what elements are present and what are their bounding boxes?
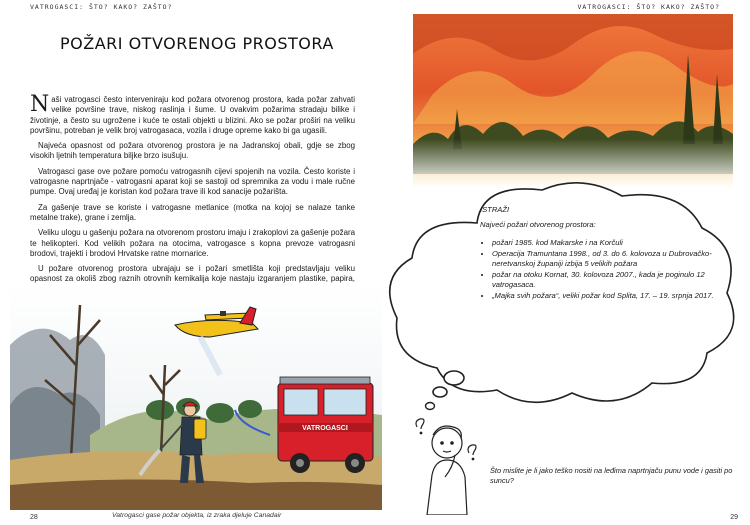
running-header-left: VATROGASCI: ŠTO? KAKO? ZAŠTO?: [30, 3, 173, 11]
explore-subtitle: Najveći požari otvorenog prostora:: [480, 220, 596, 229]
body-text: [30, 92, 355, 300]
fire-truck: [278, 377, 373, 473]
illustration-caption: Vatrogasci gase požar objekta, iz zraka djeluje Canadair: [112, 512, 282, 519]
paragraph-6: U požare otvorenog prostora ubrajaju se i požari smetlišta koji predstavljaju veliku opasnost za okoliš zbog raznih otrovnih kemikalija koje nastaju izgaranjem plastike, papira,: [30, 264, 355, 284]
wildfire-photo: [413, 14, 733, 188]
list-item: • požar na otoku Kornat, 30. kolovoza 2007., kada je poginulo 12 vatrogasaca.: [492, 270, 730, 290]
discussion-question: Što mislite je li jako teško nositi na leđima naprtnjaču punu vode i gasiti po suncu?: [490, 466, 733, 485]
drop-cap: N: [30, 92, 50, 117]
page-title: POŽARI OTVORENOG PROSTORA: [60, 34, 334, 53]
paragraph-5: Veliku ulogu u gašenju požara na otvorenom prostoru imaju i zrakoplovi za gašenje požara te helikopteri. Kod velikih požara na otocima, vatrogasce s kopna prevoze vatrogasni brodovi, trajekti i brodovi Hrvatske ratne mornarice.: [30, 228, 355, 258]
list-item: • „Majka svih požara“, veliki požar kod Splita, 17. – 19. srpnja 2017.: [492, 291, 730, 301]
paragraph-1: Naši vatrogasci često interveniraju kod požara otvorenog prostora, kada požar zahvati velike površine trave, niskog raslinja i šume. U ovakvim požarima stradaju bilike i životinje, a često su ugrožene i kuće te ostali objekti u blizini. Ako se požar proširi na veliku površinu, potreban je velik broj vatrogasaca, vozila i druge opreme kako bi ga ugasili.: [30, 92, 355, 135]
paragraph-4: Za gašenje trave se koriste i vatrogasne metlanice (motka na kojoj se nalaze tanke metalne trake), grane i zemlja.: [30, 202, 355, 222]
firefighting-illustration: [10, 285, 382, 510]
explore-list: [480, 238, 730, 301]
page-number-right: 29: [730, 514, 738, 521]
thinking-boy-illustration: [405, 405, 485, 515]
explore-box: [480, 205, 730, 302]
truck-label: VATROGASCI: [302, 425, 348, 432]
paragraph-3: Vatrogasci gase ove požare pomoću vatrogasnih cijevi spojenih na vozila. Često koriste i vatrogasne naprtnjače - vatrogasni aparat koji se sastoji od spremnika za vodu i male ručne pumpe. Ovaj uređaj je koristan kod požara trave ili kod sanacije požarišta.: [30, 166, 355, 197]
running-header-right: VATROGASCI: ŠTO? KAKO? ZAŠTO?: [577, 3, 720, 11]
list-item: • požari 1985. kod Makarske i na Korčuli: [492, 238, 730, 248]
page-number-left: 28: [30, 514, 38, 521]
paragraph-2: Najveća opasnost od požara otvorenog prostora je na Jadranskoj obali, gdje se zbog visokih ljetnih temperatura biljke brzo isušuju.: [30, 141, 355, 161]
explore-title: ISTRAŽI: [480, 205, 510, 214]
list-item: • Operacija Tramuntana 1998., od 3. do 6. kolovoza u Dubrovačko-neretvanskoj županiji izbija 5 velikih požara: [492, 249, 730, 269]
